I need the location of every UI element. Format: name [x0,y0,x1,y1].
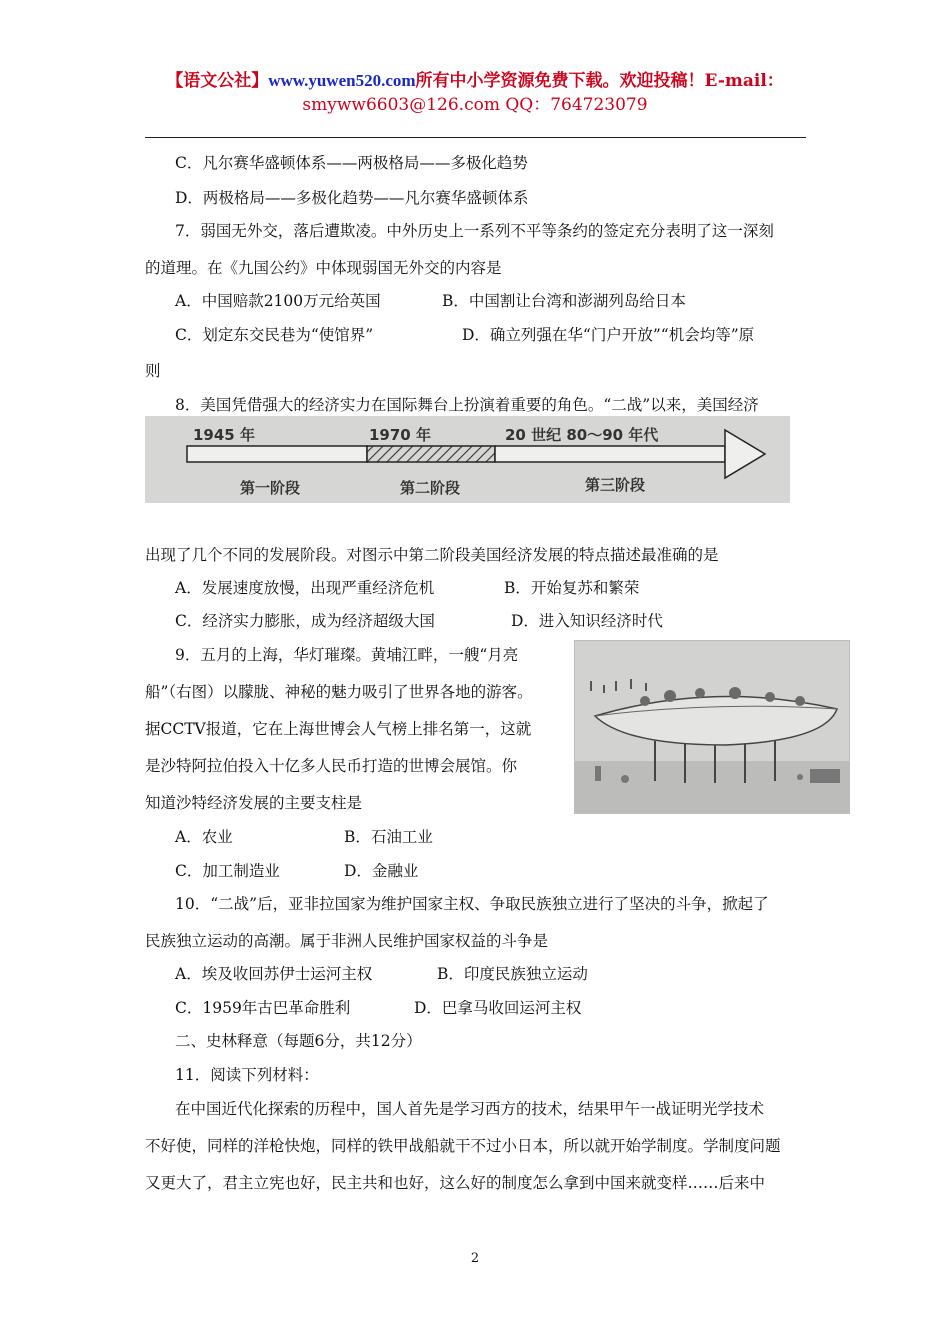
stage-3-bar [495,446,725,462]
q10-option-a: A．埃及收回苏伊士运河主权 [175,965,373,983]
q6-option-d: D．两极格局——多极化趋势——凡尔赛华盛顿体系 [175,189,529,207]
q7-option-b: B．中国割让台湾和澎湖列岛给日本 [442,292,686,310]
q9-option-b: B．石油工业 [344,828,433,846]
header-line-2: smyww6603@126.com QQ：764723079 [302,95,648,115]
header-text: 所有中小学资源免费下载。欢迎投稿！E-mail： [415,71,784,91]
header-site-link[interactable]: www.yuwen520.com [268,71,416,90]
q10-stem-line-1: 10．“二战”后，亚非拉国家为维护国家主权、争取民族独立进行了坚决的斗争，掀起了 [175,895,769,913]
section-2-heading: 二、史林释意（每题6分，共12分） [175,1032,422,1050]
q9-stem-line-4: 是沙特阿拉伯投入十亿多人民币打造的世博会展馆。你 [145,757,518,775]
label-80-90s: 20 世纪 80～90 年代 [505,426,659,444]
q7-option-d: D．确立列强在华“门户开放”“机会均等”原 [462,326,755,344]
q8-option-b: B．开始复苏和繁荣 [504,579,640,597]
q9-stem-line-3: 据CCTV报道，它在上海世博会人气榜上排名第一，这就 [145,720,532,738]
q8-option-c: C．经济实力膨胀，成为经济超级大国 [175,612,435,630]
saudi-pavilion-photo [574,640,850,814]
q9-option-c: C．加工制造业 [175,862,280,880]
q9-option-d: D．金融业 [344,862,419,880]
stage-1-bar [187,446,367,462]
label-1970: 1970 年 [369,426,431,444]
q9-stem-line-5: 知道沙特经济发展的主要支柱是 [145,794,363,812]
q7-stem-line-2: 的道理。在《九国公约》中体现弱国无外交的内容是 [145,259,502,277]
q11-material-line-3: 又更大了，君主立宪也好，民主共和也好，这么好的制度怎么拿到中国来就变样……后来中 [145,1174,766,1192]
header-divider [145,137,806,138]
q11-stem: 11．阅读下列材料： [175,1066,319,1084]
header-line-1 [0,66,950,91]
q9-stem-line-2: 船”（右图）以朦胧、神秘的魅力吸引了世界各地的游客。 [145,683,533,701]
q10-option-d: D．巴拿马收回运河主权 [414,999,582,1017]
q7-option-d-wrap: 则 [145,362,161,380]
q10-option-b: B．印度民族独立运动 [437,965,588,983]
q6-option-c: C．凡尔赛华盛顿体系——两极格局——多极化趋势 [175,154,528,172]
q11-material-line-1: 在中国近代化探索的历程中，国人首先是学习西方的技术，结果甲午一战证明光学技术 [175,1100,765,1118]
header-tag: 【语文公社】 [166,71,269,91]
q10-option-c: C．1959年古巴革命胜利 [175,999,351,1017]
q7-stem-line-1: 7．弱国无外交，落后遭欺凌。中外历史上一系列不平等条约的签定充分表明了这一深刻 [175,222,774,240]
q11-material-line-2: 不好使，同样的洋枪快炮，同样的铁甲战船就干不过小日本，所以就开始学制度。学制度问题 [145,1137,781,1155]
q9-option-a: A．农业 [175,828,233,846]
stage-3-label: 第三阶段 [585,476,646,494]
q8-option-d: D．进入知识经济时代 [511,612,663,630]
stage-2-bar [367,446,495,462]
q7-option-c: C．划定东交民巷为“使馆界” [175,326,374,344]
us-economy-timeline-figure [145,416,790,503]
q7-option-a: A．中国赔款2100万元给英国 [175,292,381,310]
stage-2-label: 第二阶段 [400,479,461,497]
stage-1-label: 第一阶段 [240,479,301,497]
q8-option-a: A．发展速度放慢，出现严重经济危机 [175,579,435,597]
q8-stem-line-1: 8．美国凭借强大的经济实力在国际舞台上扮演着重要的角色。“二战”以来，美国经济 [175,396,759,414]
timeline-graphic [145,416,790,503]
page-number: 2 [470,1251,480,1266]
label-1945: 1945 年 [193,426,255,444]
q10-stem-line-2: 民族独立运动的高潮。属于非洲人民维护国家权益的斗争是 [145,932,549,950]
q9-stem-line-1: 9．五月的上海，华灯璀璨。黄埔江畔，一艘“月亮 [175,646,519,664]
q8-stem-line-2: 出现了几个不同的发展阶段。对图示中第二阶段美国经济发展的特点描述最准确的是 [145,546,719,564]
moon-boat-pavilion-illustration [575,641,849,813]
